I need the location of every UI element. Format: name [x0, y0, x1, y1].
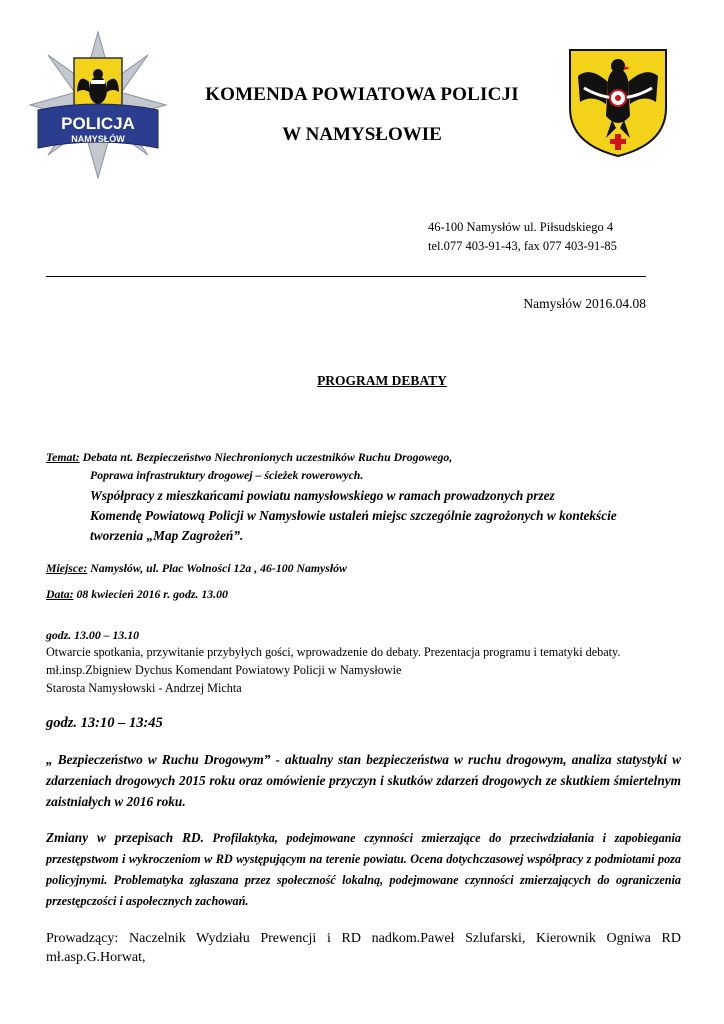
- date-row: [46, 587, 228, 602]
- date-label: Data:: [46, 587, 74, 601]
- topic-text-1: Debata nt. Bezpieczeństwo Niechronionych uczestników Ruchu Drogowego,: [79, 450, 453, 464]
- place-value: Namysłów, ul. Plac Wolności 12a , 46-100 Namysłów: [87, 561, 347, 575]
- topic-line-2: Poprawa infrastruktury drogowej – ścieżek rowerowych.: [90, 468, 364, 482]
- session2-time: godz. 13:10 – 13:45: [46, 715, 163, 731]
- place-date: Namysłów 2016.04.08: [523, 296, 646, 311]
- session1-starosta: Starosta Namysłowski - Andrzej Michta: [46, 681, 242, 695]
- address-block: [428, 218, 617, 256]
- topic-line-1: [46, 450, 452, 465]
- address-street: 46-100 Namysłów ul. Piłsudskiego 4: [428, 220, 614, 234]
- address-phone: tel.077 403-91-43, fax 077 403-91-85: [428, 239, 617, 253]
- session2-hosts: Prowadzący: Naczelnik Wydziału Prewencji i RD nadkom.Paweł Szlufarski, Kierownik Ogniwa RD mł.asp.G.Horwat,: [46, 931, 681, 965]
- date-value: 08 kwiecień 2016 r. godz. 13.00: [73, 587, 228, 601]
- badge-title-text: POLICJA: [61, 114, 135, 133]
- badge-city-text: NAMYSŁÓW: [71, 134, 125, 144]
- topic-line-3: Współpracy z mieszkańcami powiatu namysłowskiego w ramach prowadzonych przez: [90, 488, 555, 503]
- topic-line-4: Komendę Powiatową Policji w Namysłowie ustaleń miejsc szczególnie zagrożonych w kontekście: [90, 508, 617, 523]
- session1-desc: Otwarcie spotkania, przywitanie przybyłych gości, wprowadzenie do debaty. Prezentacja programu i tematyki debaty.: [46, 645, 621, 659]
- session2-para2-lead: Zmiany w przepisach RD.: [46, 830, 204, 845]
- session1-time: godz. 13.00 – 13.10: [46, 628, 140, 642]
- place-row: [46, 561, 347, 576]
- session2-para2: [46, 827, 681, 912]
- org-name-line1: KOMENDA POWIATOWA POLICJI: [205, 84, 519, 105]
- header-divider: [46, 276, 646, 277]
- topic-line-5: tworzenia „Map Zagrożeń”.: [90, 528, 244, 543]
- session2-para2-rest: Profilaktyka, podejmowane czynności zmierzające do przeciwdziałania i zapobiegania przestępstwom i wykroczeniom w RD występującym na terenie powiatu. Ocena dotychczasowej współpracy z podmiotami poza policyjnymi. Problematyka zgłaszana przez społeczność lokalną, podejmowane czynności zmierzających do ograniczenia przestępczości i aspołecznych zachowań.: [46, 831, 682, 908]
- session2-para1: „ Bezpieczeństwo w Ruchu Drogowym” - aktualny stan bezpieczeństwa w ruchu drogowym, analiza statystyki w zdarzeniach drogowych 2015 roku oraz omówienie przyczyn i skutków zdarzeń drogowych ze skutkiem śmiertelnym zaistniałych w 2016 roku.: [46, 752, 681, 809]
- org-name-line2: W NAMYSŁOWIE: [282, 124, 442, 145]
- topic-label: Temat:: [46, 450, 80, 464]
- session1-speaker: mł.insp.Zbigniew Dychus Komendant Powiatowy Policji w Namysłowie: [46, 663, 402, 677]
- place-label: Miejsce:: [46, 561, 88, 575]
- document-title: PROGRAM DEBATY: [317, 373, 447, 388]
